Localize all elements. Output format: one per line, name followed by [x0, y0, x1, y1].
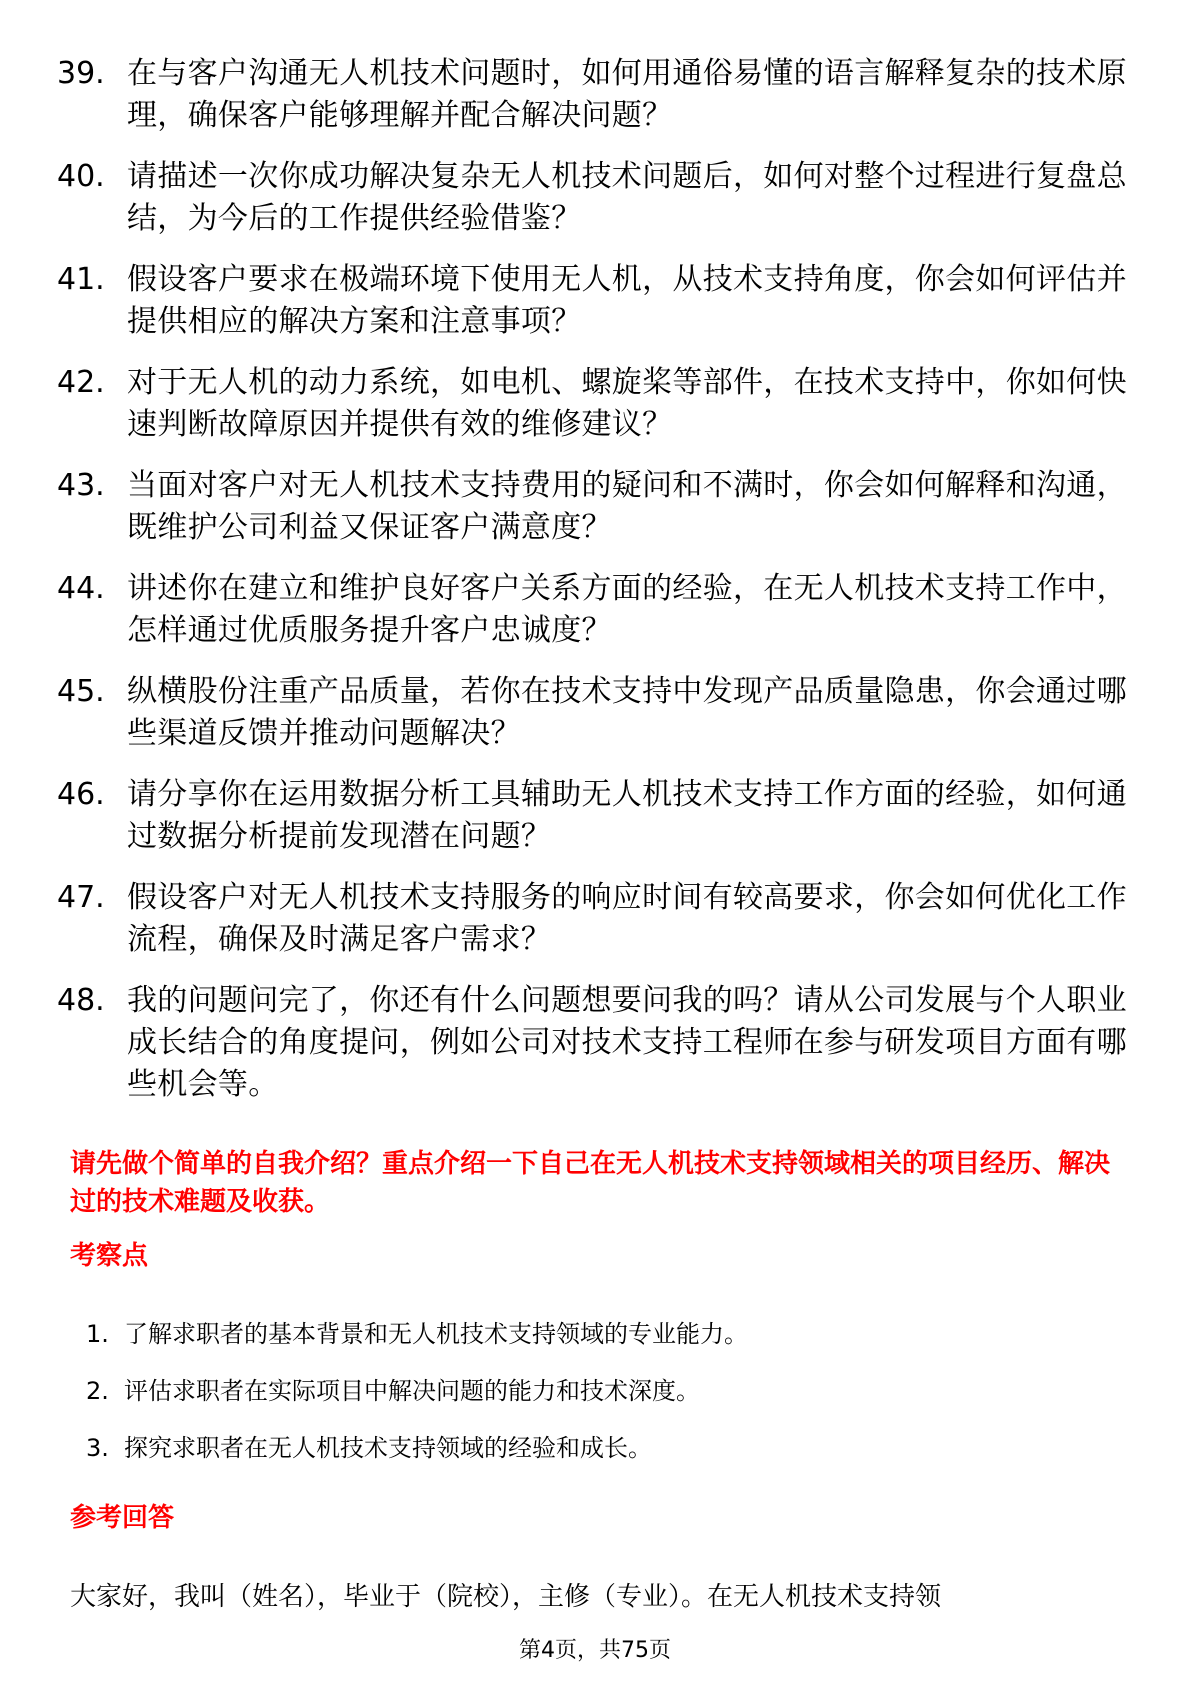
- question-number: 47.: [57, 880, 105, 915]
- list-item: [57, 259, 1137, 343]
- question-text: 纵横股份注重产品质量，若你在技术支持中发现产品质量隐患，你会通过哪些渠道反馈并推动问题解决？: [127, 674, 1127, 751]
- assessment-points: [86, 1316, 1086, 1487]
- list-item: [57, 980, 1137, 1106]
- question-text: 请分享你在运用数据分析工具辅助无人机技术支持工作方面的经验，如何通过数据分析提前发现潜在问题？: [127, 777, 1127, 854]
- question-text: 假设客户要求在极端环境下使用无人机，从技术支持角度，你会如何评估并提供相应的解决方案和注意事项？: [127, 262, 1127, 339]
- question-number: 48.: [57, 983, 105, 1018]
- question-number: 40.: [57, 159, 105, 194]
- point-text: 评估求职者在实际项目中解决问题的能力和技术深度。: [124, 1377, 700, 1405]
- question-text: 对于无人机的动力系统，如电机、螺旋桨等部件，在技术支持中，你如何快速判断故障原因并提供有效的维修建议？: [127, 365, 1127, 442]
- list-item: [86, 1316, 1086, 1352]
- point-number: 3.: [86, 1434, 109, 1462]
- list-item: [57, 156, 1137, 240]
- question-text: 在与客户沟通无人机技术问题时，如何用通俗易懂的语言解释复杂的技术原理，确保客户能够理解并配合解决问题？: [127, 56, 1127, 133]
- question-number: 46.: [57, 777, 105, 812]
- question-text: 假设客户对无人机技术支持服务的响应时间有较高要求，你会如何优化工作流程，确保及时满足客户需求？: [127, 880, 1127, 957]
- section-heading-kaocha: 考察点: [70, 1241, 149, 1271]
- question-number: 44.: [57, 571, 105, 606]
- question-number: 43.: [57, 468, 105, 503]
- list-item: [86, 1430, 1086, 1466]
- question-text: 当面对客户对无人机技术支持费用的疑问和不满时，你会如何解释和沟通，既维护公司利益又保证客户满意度？: [127, 468, 1127, 545]
- point-text: 了解求职者的基本背景和无人机技术支持领域的专业能力。: [124, 1320, 748, 1348]
- page-footer: 第4页，共75页: [519, 1638, 671, 1663]
- list-item: [57, 362, 1137, 446]
- section-heading-cankao: 参考回答: [70, 1503, 175, 1533]
- list-item: [57, 465, 1137, 549]
- question-number: 41.: [57, 262, 105, 297]
- point-number: 2.: [86, 1377, 109, 1405]
- question-list: [57, 53, 1137, 1125]
- point-text: 探究求职者在无人机技术支持领域的经验和成长。: [124, 1434, 652, 1462]
- interview-question: 请先做个简单的自我介绍？重点介绍一下自己在无人机技术支持领域相关的项目经历、解决过的技术难题及收获。: [70, 1149, 1111, 1217]
- question-number: 45.: [57, 674, 105, 709]
- list-item: [57, 568, 1137, 652]
- reference-answer: 大家好，我叫（姓名），毕业于（院校），主修（专业）。在无人机技术支持领: [70, 1582, 942, 1612]
- question-number: 42.: [57, 365, 105, 400]
- list-item: [57, 877, 1137, 961]
- question-number: 39.: [57, 56, 105, 91]
- list-item: [86, 1373, 1086, 1409]
- question-text: 讲述你在建立和维护良好客户关系方面的经验，在无人机技术支持工作中，怎样通过优质服务提升客户忠诚度？: [127, 571, 1127, 648]
- list-item: [57, 774, 1137, 858]
- question-text: 请描述一次你成功解决复杂无人机技术问题后，如何对整个过程进行复盘总结，为今后的工作提供经验借鉴？: [127, 159, 1127, 236]
- list-item: [57, 671, 1137, 755]
- question-text: 我的问题问完了，你还有什么问题想要问我的吗？请从公司发展与个人职业成长结合的角度提问，例如公司对技术支持工程师在参与研发项目方面有哪些机会等。: [127, 983, 1127, 1102]
- list-item: [57, 53, 1137, 137]
- point-number: 1.: [86, 1320, 109, 1348]
